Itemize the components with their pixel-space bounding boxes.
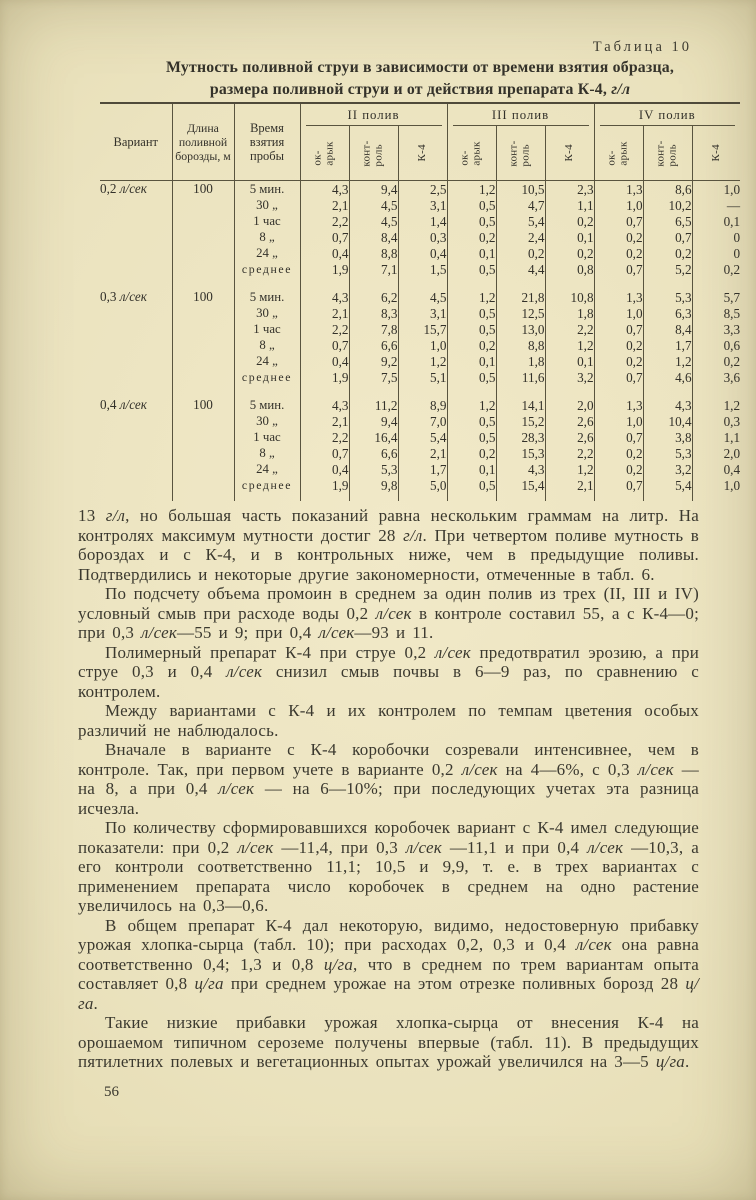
cell-value: 3,1 xyxy=(398,197,447,213)
cell-value: 5,1 xyxy=(398,369,447,385)
cell-time: 1 час xyxy=(234,429,300,445)
page-title xyxy=(100,57,740,101)
table-cell-empty xyxy=(300,277,349,289)
table-cell-empty xyxy=(349,385,398,397)
cell-value: 5,4 xyxy=(643,477,692,493)
cell-value: 0,1 xyxy=(545,353,594,369)
cell-value: 8,8 xyxy=(349,245,398,261)
table-cell-empty xyxy=(594,277,643,289)
cell-value: 2,2 xyxy=(300,213,349,229)
col-group-iii-poliv: III полив xyxy=(447,103,594,126)
cell-value: 1,2 xyxy=(545,337,594,353)
cell-value: 2,6 xyxy=(545,429,594,445)
col-group-iv-poliv: IV полив xyxy=(594,103,740,126)
cell-variant: 0,4 л/сек xyxy=(100,397,147,412)
cell-value: 0,1 xyxy=(692,213,740,229)
table-cell-empty xyxy=(234,277,300,289)
cell-value: 0,6 xyxy=(692,337,740,353)
cell-value: 1,7 xyxy=(643,337,692,353)
cell-value: 5,3 xyxy=(349,461,398,477)
cell-value: 0 xyxy=(692,245,740,261)
paragraph: 13 г/л, но большая часть показаний равна нескольким граммам на литр. На контролях максимум мутности достиг 28 г/л. При четвертом поливе мутность в бороздах и с К-4, и в контрольных ниже, чем в предыдущие поливы. Подтвердились и некоторые другие закономерности, отмеченные в табл. 6. xyxy=(78,506,700,584)
cell-value: 11,6 xyxy=(496,369,545,385)
cell-value: 0,2 xyxy=(594,445,643,461)
cell-value: 1,0 xyxy=(594,413,643,429)
table-row xyxy=(100,397,740,413)
cell-time: 24 „ xyxy=(234,461,300,477)
table-cell-empty xyxy=(447,385,496,397)
cell-value: 0,5 xyxy=(447,261,496,277)
paragraph: Такие низкие прибавки урожая хлопка-сырца от внесения К-4 на орошаемом типичном сероземе получены впервые (табл. 11). В предыдущих пятилетних полевых и вегетационных опытах урожай увеличился на 3—5 ц/га. xyxy=(78,1013,699,1071)
cell-value: 0,2 xyxy=(594,337,643,353)
cell-value: 1,3 xyxy=(594,289,643,305)
cell-value: 0,5 xyxy=(447,413,496,429)
cell-value: 2,5 xyxy=(398,181,447,198)
cell-value: 2,4 xyxy=(496,229,545,245)
cell-value: 0,7 xyxy=(300,229,349,245)
cell-value: 4,3 xyxy=(300,289,349,305)
col-group-ii-poliv: II полив xyxy=(300,103,447,126)
cell-value: 0,8 xyxy=(545,261,594,277)
cell-value: 15,3 xyxy=(496,445,545,461)
cell-value: 1,2 xyxy=(545,461,594,477)
cell-value: 13,0 xyxy=(496,321,545,337)
col-subheader-k-4: К-4 xyxy=(692,126,740,181)
table-cell-empty xyxy=(496,277,545,289)
cell-value: 1,2 xyxy=(447,181,496,198)
cell-value: 5,2 xyxy=(643,261,692,277)
table-cell-empty xyxy=(398,493,447,501)
cell-value: 0 xyxy=(692,229,740,245)
cell-time: 5 мин. xyxy=(234,397,300,413)
cell-value: 0,7 xyxy=(594,321,643,337)
cell-value: 0,5 xyxy=(447,477,496,493)
cell-value: 0,7 xyxy=(300,337,349,353)
cell-variant: 0,3 л/сек xyxy=(100,289,147,304)
table-cell-empty xyxy=(545,385,594,397)
table-cell-empty xyxy=(643,277,692,289)
cell-value: 0,7 xyxy=(594,477,643,493)
cell-time: 1 час xyxy=(234,321,300,337)
cell-value: — xyxy=(692,197,740,213)
cell-value: 8,8 xyxy=(496,337,545,353)
cell-value: 1,2 xyxy=(692,397,740,413)
cell-value: 6,3 xyxy=(643,305,692,321)
body-text xyxy=(78,506,699,1072)
cell-value: 16,4 xyxy=(349,429,398,445)
table-cell-empty xyxy=(447,493,496,501)
cell-value: 28,3 xyxy=(496,429,545,445)
cell-value: 0,5 xyxy=(447,213,496,229)
cell-value: 1,1 xyxy=(545,197,594,213)
cell-value: 4,5 xyxy=(349,197,398,213)
cell-time: 8 „ xyxy=(234,229,300,245)
cell-value: 0,4 xyxy=(300,245,349,261)
table-cell-empty xyxy=(300,385,349,397)
col-subheader-ok-aryk: ок- арык xyxy=(594,126,643,181)
cell-value: 0,5 xyxy=(447,197,496,213)
cell-time: 5 мин. xyxy=(234,181,300,198)
paragraph: По подсчету объема промоин в среднем за один полив из трех (II, III и IV) условный смыв при расходе воды 0,2 л/сек в контроле составил 55, а с К-4—0; при 0,3 л/сек—55 и 9; при 0,4 л/сек—93 и 11. xyxy=(78,584,699,642)
cell-value: 2,3 xyxy=(545,181,594,198)
cell-value: 0,1 xyxy=(545,229,594,245)
cell-value: 0,2 xyxy=(545,245,594,261)
table-body xyxy=(100,181,740,502)
cell-value: 2,6 xyxy=(545,413,594,429)
cell-value: 2,1 xyxy=(300,305,349,321)
table-cell-empty xyxy=(349,493,398,501)
table-cell-empty xyxy=(594,385,643,397)
cell-value: 0,2 xyxy=(545,213,594,229)
col-subheader-kontrol: конт- роль xyxy=(349,126,398,181)
cell-value: 1,7 xyxy=(398,461,447,477)
table-cell-empty xyxy=(300,493,349,501)
paragraph: Между вариантами с К-4 и их контролем по темпам цветения особых различий не наблюдалось. xyxy=(78,701,699,740)
cell-value: 2,2 xyxy=(545,445,594,461)
cell-value: 0,5 xyxy=(447,429,496,445)
table-cell-empty xyxy=(234,493,300,501)
table-cell-empty xyxy=(447,277,496,289)
cell-value: 21,8 xyxy=(496,289,545,305)
table-row xyxy=(100,289,740,305)
cell-value: 6,6 xyxy=(349,445,398,461)
cell-value: 15,2 xyxy=(496,413,545,429)
col-header-length: Длина поливной борозды, м xyxy=(172,103,234,181)
paragraph: По количеству сформировавшихся коробочек вариант с К-4 имел следующие показатели: при 0,2 л/сек —11,4, при 0,3 л/сек —11,1 и при 0,4 л/сек —10,3, а его контроли соответственно 11,1; 10,5 и 9,9, т. е. в трех вариантах с применением препарата число коробочек в среднем на одно растение увеличилось на 0,3—0,6. xyxy=(78,818,699,915)
cell-value: 1,0 xyxy=(692,181,740,198)
table-cell-empty xyxy=(692,277,740,289)
cell-time: 30 „ xyxy=(234,413,300,429)
table-cell-empty xyxy=(643,385,692,397)
cell-time: 24 „ xyxy=(234,353,300,369)
cell-value: 1,2 xyxy=(447,289,496,305)
cell-length: 100 xyxy=(172,289,234,385)
table-cell-empty xyxy=(594,493,643,501)
cell-value: 0,2 xyxy=(594,229,643,245)
cell-value: 7,8 xyxy=(349,321,398,337)
cell-value: 8,3 xyxy=(349,305,398,321)
cell-value: 2,1 xyxy=(545,477,594,493)
table-cell-empty xyxy=(692,493,740,501)
table-cell-empty xyxy=(692,385,740,397)
paragraph: Полимерный препарат К-4 при струе 0,2 л/сек предотвратил эрозию, а при струе 0,3 и 0,4 л/сек снизил смыв почвы в 6—9 раз, по сравнению с контролем. xyxy=(78,642,699,701)
cell-value: 4,3 xyxy=(496,461,545,477)
cell-value: 0,2 xyxy=(692,261,740,277)
cell-value: 0,2 xyxy=(643,245,692,261)
cell-value: 0,3 xyxy=(692,413,740,429)
cell-value: 9,8 xyxy=(349,477,398,493)
table-cell-empty xyxy=(545,493,594,501)
cell-value: 1,2 xyxy=(643,353,692,369)
cell-value: 10,8 xyxy=(545,289,594,305)
cell-value: 8,9 xyxy=(398,397,447,413)
cell-value: 9,4 xyxy=(349,413,398,429)
title-line-1: Мутность поливной струи в зависимости от времени взятия образца, xyxy=(165,59,675,76)
cell-value: 9,2 xyxy=(349,353,398,369)
cell-value: 3,2 xyxy=(545,369,594,385)
cell-value: 1,8 xyxy=(545,305,594,321)
table-cell-empty xyxy=(398,277,447,289)
cell-value: 5,7 xyxy=(692,289,740,305)
table-cell-empty xyxy=(643,493,692,501)
cell-time: 30 „ xyxy=(234,305,300,321)
cell-value: 2,0 xyxy=(545,397,594,413)
cell-value: 5,3 xyxy=(643,289,692,305)
data-table xyxy=(100,102,740,501)
cell-length: 100 xyxy=(172,181,234,278)
cell-value: 8,4 xyxy=(349,229,398,245)
cell-value: 1,0 xyxy=(594,197,643,213)
table-row xyxy=(100,181,740,198)
cell-value: 0,7 xyxy=(643,229,692,245)
cell-value: 2,1 xyxy=(398,445,447,461)
cell-value: 1,2 xyxy=(447,397,496,413)
title-line-2: размера поливной струи и от действия препарата К-4, г/л xyxy=(209,81,631,98)
table-cell-empty xyxy=(545,277,594,289)
cell-time: среднее xyxy=(234,477,300,493)
cell-value: 1,0 xyxy=(692,477,740,493)
table-cell-empty xyxy=(172,493,234,501)
cell-value: 6,6 xyxy=(349,337,398,353)
table-cell-empty xyxy=(234,385,300,397)
cell-value: 0,4 xyxy=(398,245,447,261)
table-cell-empty xyxy=(172,277,234,289)
cell-value: 4,3 xyxy=(643,397,692,413)
cell-value: 1,5 xyxy=(398,261,447,277)
cell-value: 0,1 xyxy=(447,245,496,261)
cell-value: 0,3 xyxy=(398,229,447,245)
cell-variant: 0,2 л/сек xyxy=(100,181,147,196)
table-tail-row xyxy=(100,493,740,501)
cell-value: 2,2 xyxy=(300,321,349,337)
paragraph: В общем препарат К-4 дал некоторую, видимо, недостоверную прибавку урожая хлопка-сырца (табл. 10); при расходах 0,2, 0,3 и 0,4 л/сек она равна соответственно 0,4; 1,3 и 0,8 ц/га, что в среднем по трем вариантам опыта составляет 0,8 ц/га при среднем урожае на этом отрезке поливных борозд 28 ц/га. xyxy=(78,915,700,1013)
col-subheader-kontrol: конт- роль xyxy=(496,126,545,181)
cell-value: 10,4 xyxy=(643,413,692,429)
col-subheader-kontrol: конт- роль xyxy=(643,126,692,181)
cell-time: 24 „ xyxy=(234,245,300,261)
cell-value: 0,7 xyxy=(300,445,349,461)
spacer-row xyxy=(100,385,740,397)
cell-value: 3,3 xyxy=(692,321,740,337)
cell-value: 3,6 xyxy=(692,369,740,385)
cell-value: 12,5 xyxy=(496,305,545,321)
cell-value: 2,2 xyxy=(545,321,594,337)
table-cell-empty xyxy=(496,493,545,501)
cell-value: 4,6 xyxy=(643,369,692,385)
table-cell-empty xyxy=(172,385,234,397)
table-cell-empty xyxy=(496,385,545,397)
table-cell-empty xyxy=(100,277,172,289)
cell-time: 30 „ xyxy=(234,197,300,213)
cell-time: 5 мин. xyxy=(234,289,300,305)
cell-value: 0,1 xyxy=(447,461,496,477)
col-subheader-ok-aryk: ок- арык xyxy=(300,126,349,181)
cell-value: 0,5 xyxy=(447,305,496,321)
cell-value: 1,3 xyxy=(594,397,643,413)
cell-time: 8 „ xyxy=(234,337,300,353)
cell-value: 1,9 xyxy=(300,477,349,493)
cell-value: 2,1 xyxy=(300,413,349,429)
cell-value: 1,0 xyxy=(594,305,643,321)
cell-value: 0,2 xyxy=(496,245,545,261)
cell-value: 0,2 xyxy=(447,337,496,353)
cell-value: 0,7 xyxy=(594,429,643,445)
cell-length: 100 xyxy=(172,397,234,493)
cell-value: 0,4 xyxy=(300,461,349,477)
cell-value: 1,1 xyxy=(692,429,740,445)
cell-value: 2,0 xyxy=(692,445,740,461)
cell-value: 4,5 xyxy=(349,213,398,229)
cell-value: 14,1 xyxy=(496,397,545,413)
cell-value: 1,4 xyxy=(398,213,447,229)
cell-value: 1,2 xyxy=(398,353,447,369)
cell-time: 8 „ xyxy=(234,445,300,461)
cell-value: 7,1 xyxy=(349,261,398,277)
cell-value: 6,2 xyxy=(349,289,398,305)
cell-value: 5,4 xyxy=(398,429,447,445)
cell-value: 0,5 xyxy=(447,321,496,337)
cell-value: 11,2 xyxy=(349,397,398,413)
cell-value: 0,2 xyxy=(692,353,740,369)
cell-value: 4,7 xyxy=(496,197,545,213)
cell-value: 3,1 xyxy=(398,305,447,321)
cell-value: 7,0 xyxy=(398,413,447,429)
cell-value: 1,3 xyxy=(594,181,643,198)
cell-value: 15,4 xyxy=(496,477,545,493)
cell-value: 6,5 xyxy=(643,213,692,229)
cell-value: 4,4 xyxy=(496,261,545,277)
cell-time: среднее xyxy=(234,261,300,277)
cell-value: 8,5 xyxy=(692,305,740,321)
cell-value: 0,7 xyxy=(594,261,643,277)
cell-value: 7,5 xyxy=(349,369,398,385)
col-header-variant: Вариант xyxy=(100,103,172,181)
cell-value: 0,2 xyxy=(594,461,643,477)
col-header-time: Время взятия пробы xyxy=(234,103,300,181)
cell-value: 2,2 xyxy=(300,429,349,445)
cell-value: 0,7 xyxy=(594,213,643,229)
cell-time: среднее xyxy=(234,369,300,385)
page-number: 56 xyxy=(104,1084,119,1100)
cell-value: 8,6 xyxy=(643,181,692,198)
col-subheader-ok-aryk: ок- арык xyxy=(447,126,496,181)
cell-value: 5,0 xyxy=(398,477,447,493)
cell-value: 10,2 xyxy=(643,197,692,213)
cell-value: 5,3 xyxy=(643,445,692,461)
cell-value: 4,3 xyxy=(300,181,349,198)
cell-value: 5,4 xyxy=(496,213,545,229)
cell-value: 1,0 xyxy=(398,337,447,353)
cell-time: 1 час xyxy=(234,213,300,229)
table-header xyxy=(100,103,740,181)
cell-value: 3,8 xyxy=(643,429,692,445)
cell-value: 0,7 xyxy=(594,369,643,385)
cell-value: 15,7 xyxy=(398,321,447,337)
table-cell-empty xyxy=(349,277,398,289)
cell-value: 1,9 xyxy=(300,261,349,277)
cell-value: 0,4 xyxy=(300,353,349,369)
cell-value: 10,5 xyxy=(496,181,545,198)
paragraph: Вначале в варианте с К-4 коробочки созревали интенсивнее, чем в контроле. Так, при первом учете в варианте 0,2 л/сек на 4—6%, с 0,3 л/сек — на 8, а при 0,4 л/сек — на 6—10%; при последующих учетах эта разница исчезла. xyxy=(78,740,699,818)
cell-value: 8,4 xyxy=(643,321,692,337)
cell-value: 1,9 xyxy=(300,369,349,385)
cell-value: 0,2 xyxy=(447,229,496,245)
cell-value: 0,4 xyxy=(692,461,740,477)
cell-value: 0,2 xyxy=(594,245,643,261)
cell-value: 4,5 xyxy=(398,289,447,305)
cell-value: 0,2 xyxy=(594,353,643,369)
cell-value: 9,4 xyxy=(349,181,398,198)
cell-value: 2,1 xyxy=(300,197,349,213)
cell-value: 4,3 xyxy=(300,397,349,413)
table-cell-empty xyxy=(398,385,447,397)
col-subheader-k-4: К-4 xyxy=(545,126,594,181)
cell-value: 0,5 xyxy=(447,369,496,385)
cell-value: 1,8 xyxy=(496,353,545,369)
table-label: Таблица 10 xyxy=(592,39,692,55)
spacer-row xyxy=(100,277,740,289)
table-cell-empty xyxy=(100,493,172,501)
col-subheader-k-4: К-4 xyxy=(398,126,447,181)
cell-value: 0,1 xyxy=(447,353,496,369)
cell-value: 0,2 xyxy=(447,445,496,461)
cell-value: 3,2 xyxy=(643,461,692,477)
table-cell-empty xyxy=(100,385,172,397)
header-row-groups xyxy=(100,103,740,126)
